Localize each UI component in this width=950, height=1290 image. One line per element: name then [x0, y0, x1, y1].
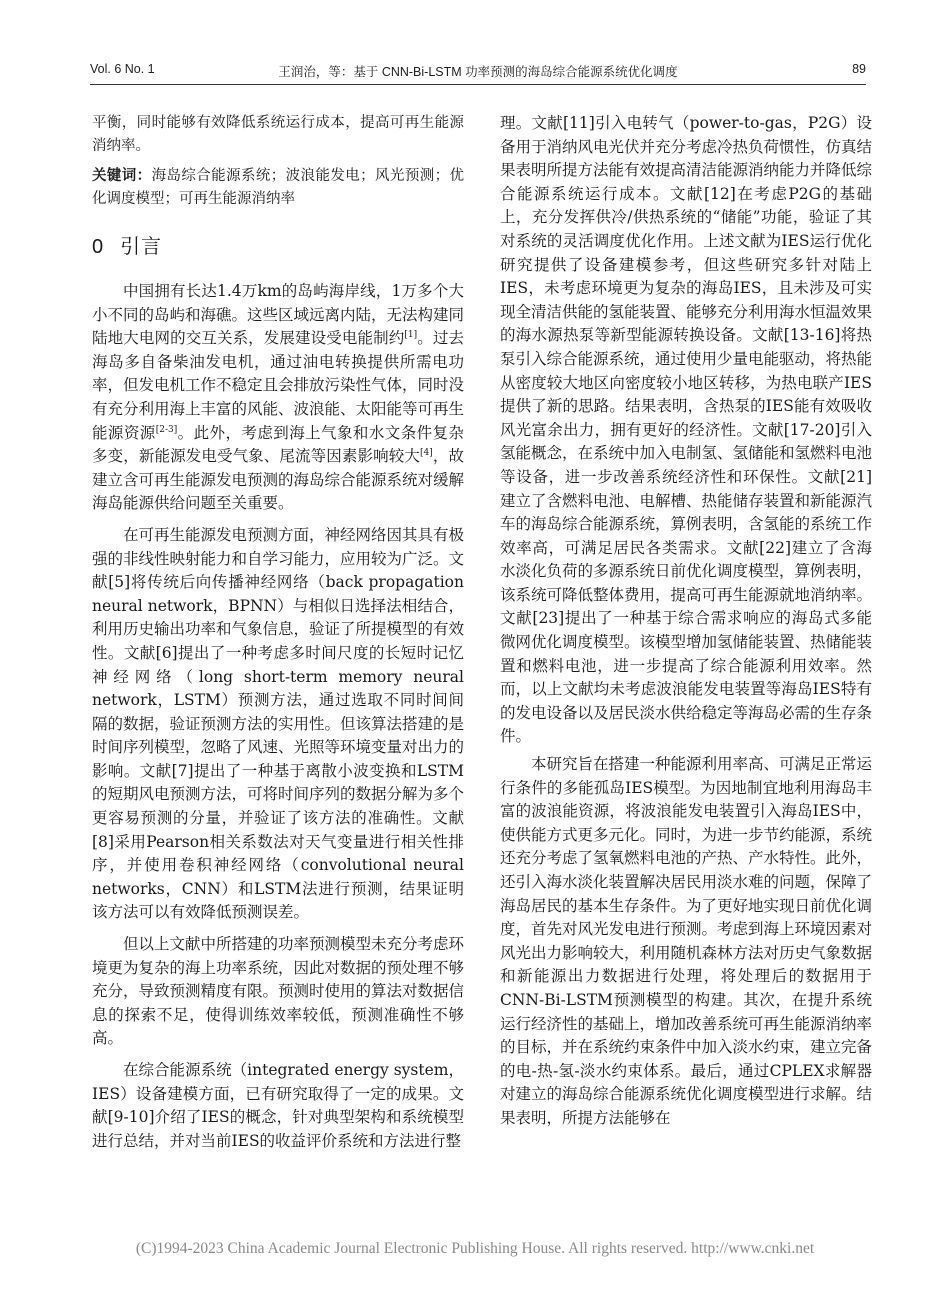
left-body: [92, 280, 464, 1153]
keywords-text: 海岛综合能源系统；波浪能发电；风光预测；优化调度模型；可再生能源消纳率: [92, 168, 465, 207]
running-title: 王润治，等：基于 CNN-Bi-LSTM 功率预测的海岛综合能源系统优化调度: [278, 65, 678, 79]
paragraph: 本研究旨在搭建一种能源利用率高、可满足正常运行条件的多能孤岛IES模型。为因地制宜地利用海岛丰富的波浪能资源，将波浪能发电装置引入海岛IES中，使供能方式更多元化。同时，为进一步节约能源，系统还充分考虑了氢氧燃料电池的产热、产水特性。此外，还引入海水淡化装置解决居民用淡水难的问题，保障了海岛居民的基本生存条件。为了更好地实现日前优化调度，首先对风光发电进行预测。考虑到海上环境因素对风光出力影响较大，利用随机森林方法对历史气象数据和新能源出力数据进行处理，将处理后的数据用于CNN-Bi-LSTM预测模型的构建。其次，在提升系统运行经济性的基础上，增加改善系统可再生能源消纳率的目标，并在系统约束条件中加入淡水约束，建立完备的电-热-氢-淡水约束体系。最后，通过CPLEX求解器对建立的海岛综合能源系统优化调度模型进行求解。结果表明，所提方法能够在: [500, 755, 873, 1127]
citation: [1]: [404, 330, 418, 341]
citation: [4]: [419, 448, 433, 458]
page-number: 89: [852, 62, 866, 76]
section-number: 0: [92, 236, 105, 258]
paragraph: 理。文献[11]引入电转气（power-to-gas，P2G）设备用于消纳风电光伏并充分考虑冷热负荷惯性，仿真结果表明所提方法能有效提高清洁能源消纳能力并降低综合能源系统运行成本。文献[12]在考虑P2G的基础上，充分发挥供冷/供热系统的“储能”功能，验证了其对系统的灵活调度优化作用。上述文献为IES运行优化研究提供了设备建模参考，但这些研究多针对陆上IES，未考虑环境更为复杂的海岛IES，且未涉及可实现全清洁供能的氢能装置、能够充分利用海水恒温效果的海水源热泵等新型能源转换设备。文献[13-16]将热泵引入综合能源系统，通过使用少量电能驱动，将热能从密度较大地区向密度较小地区转移，为热电联产IES提供了新的思路。结果表明，含热泵的IES能有效吸收风光富余出力，拥有更好的经济性。文献[17-20]引入氢能概念，在系统中加入电制氢、氢储能和氢燃料电池等设备，进一步改善系统经济性和环保性。文献[21]建立了含燃料电池、电解槽、热能储存装置和新能源汽车的海岛综合能源系统，算例表明，含氢能的系统工作效率高，可满足居民各类需求。文献[22]建立了含海水淡化负荷的多源系统日前优化调度模型，算例表明，该系统可降低整体费用，提高可再生能源就地消纳率。文献[23]提出了一种基于综合需求响应的海岛式多能微网优化调度模型。该模型增加氢储能装置、热储能装置和燃料电池，进一步提高了综合能源利用效率。然而，以上文献均未考虑波浪能发电装置等海岛IES特有的发电设备以及居民淡水供给稳定等海岛必需的生存条件。: [500, 114, 873, 746]
section-title: 引言: [120, 236, 163, 258]
paragraph: 但以上文献中所搭建的功率预测模型未充分考虑环境更为复杂的海上功率系统，因此对数据的预处理不够充分，导致预测精度有限。预测时使用的算法对数据信息的探索不足，使得训练效率较低，预测准确性不够高。: [92, 935, 465, 1048]
paragraph: 在综合能源系统（integrated energy system，IES）设备建模方面，已有研究取得了一定的成果。文献[9-10]介绍了IES的概念，针对典型架构和系统模型进行总结，并对当前IES的收益评价系统和方法进行整: [92, 1061, 464, 1150]
running-header: [90, 58, 866, 84]
abstract-tail: 平衡，同时能够有效降低系统运行成本，提高可再生能源消纳率。: [92, 115, 464, 154]
section-heading: [92, 234, 464, 260]
volume-label: Vol. 6 No. 1: [90, 62, 155, 76]
left-column: [92, 112, 464, 1161]
right-column: [500, 112, 872, 1131]
header-rule: [90, 84, 866, 85]
keywords-label: 关键词：: [92, 168, 152, 184]
copyright-footer: (C)1994-2023 China Academic Journal Electronic Publishing House. All rights reserved. http://www.cnki.net: [135, 1240, 815, 1257]
paragraph: 中国拥有长达1.4万km的岛屿海岸线，1万多个大小不同的岛屿和海礁。这些区域远离内陆，无法构建同陆地大电网的交互关系，发展建设受电能制约[1]。过去海岛多自备柴油发电机，通过油电转换提供所需电功率，但发电机工作不稳定且会排放污染性气体，同时没有充分利用海上丰富的风能、波浪能、太阳能等可再生能源资源[2-3]。此外，考虑到海上气象和水文条件复杂多变，新能源发电受气象、尾流等因素影响较大[4]，故建立含可再生能源发电预测的海岛综合能源系统对缓解海岛能源供给问题至关重要。: [92, 282, 465, 513]
paragraph: 在可再生能源发电预测方面，神经网络因其具有极强的非线性映射能力和自学习能力，应用较为广泛。文献[5]将传统后向传播神经网络（back propagation neural network，BPNN）与相似日选择法相结合，利用历史输出功率和气象信息，验证了所提模型的有效性。文献[6]提出了一种考虑多时间尺度的长短时记忆神经网络（long short-term memory neural network，LSTM）预测方法，通过选取不同时间间隔的数据，验证预测方法的实用性。但该算法搭建的是时间序列模型，忽略了风速、光照等环境变量对出力的影响。文献[7]提出了一种基于离散小波变换和LSTM的短期风电预测方法，可将时间序列的数据分解为多个更容易预测的分量，并验证了该方法的准确性。文献[8]采用Pearson相关系数法对天气变量进行相关性排序，并使用卷积神经网络（convolutional neural networks，CNN）和LSTM法进行预测，结果证明该方法可以有效降低预测误差。: [92, 525, 465, 922]
keywords: [92, 165, 464, 210]
citation: [2-3]: [155, 424, 178, 435]
